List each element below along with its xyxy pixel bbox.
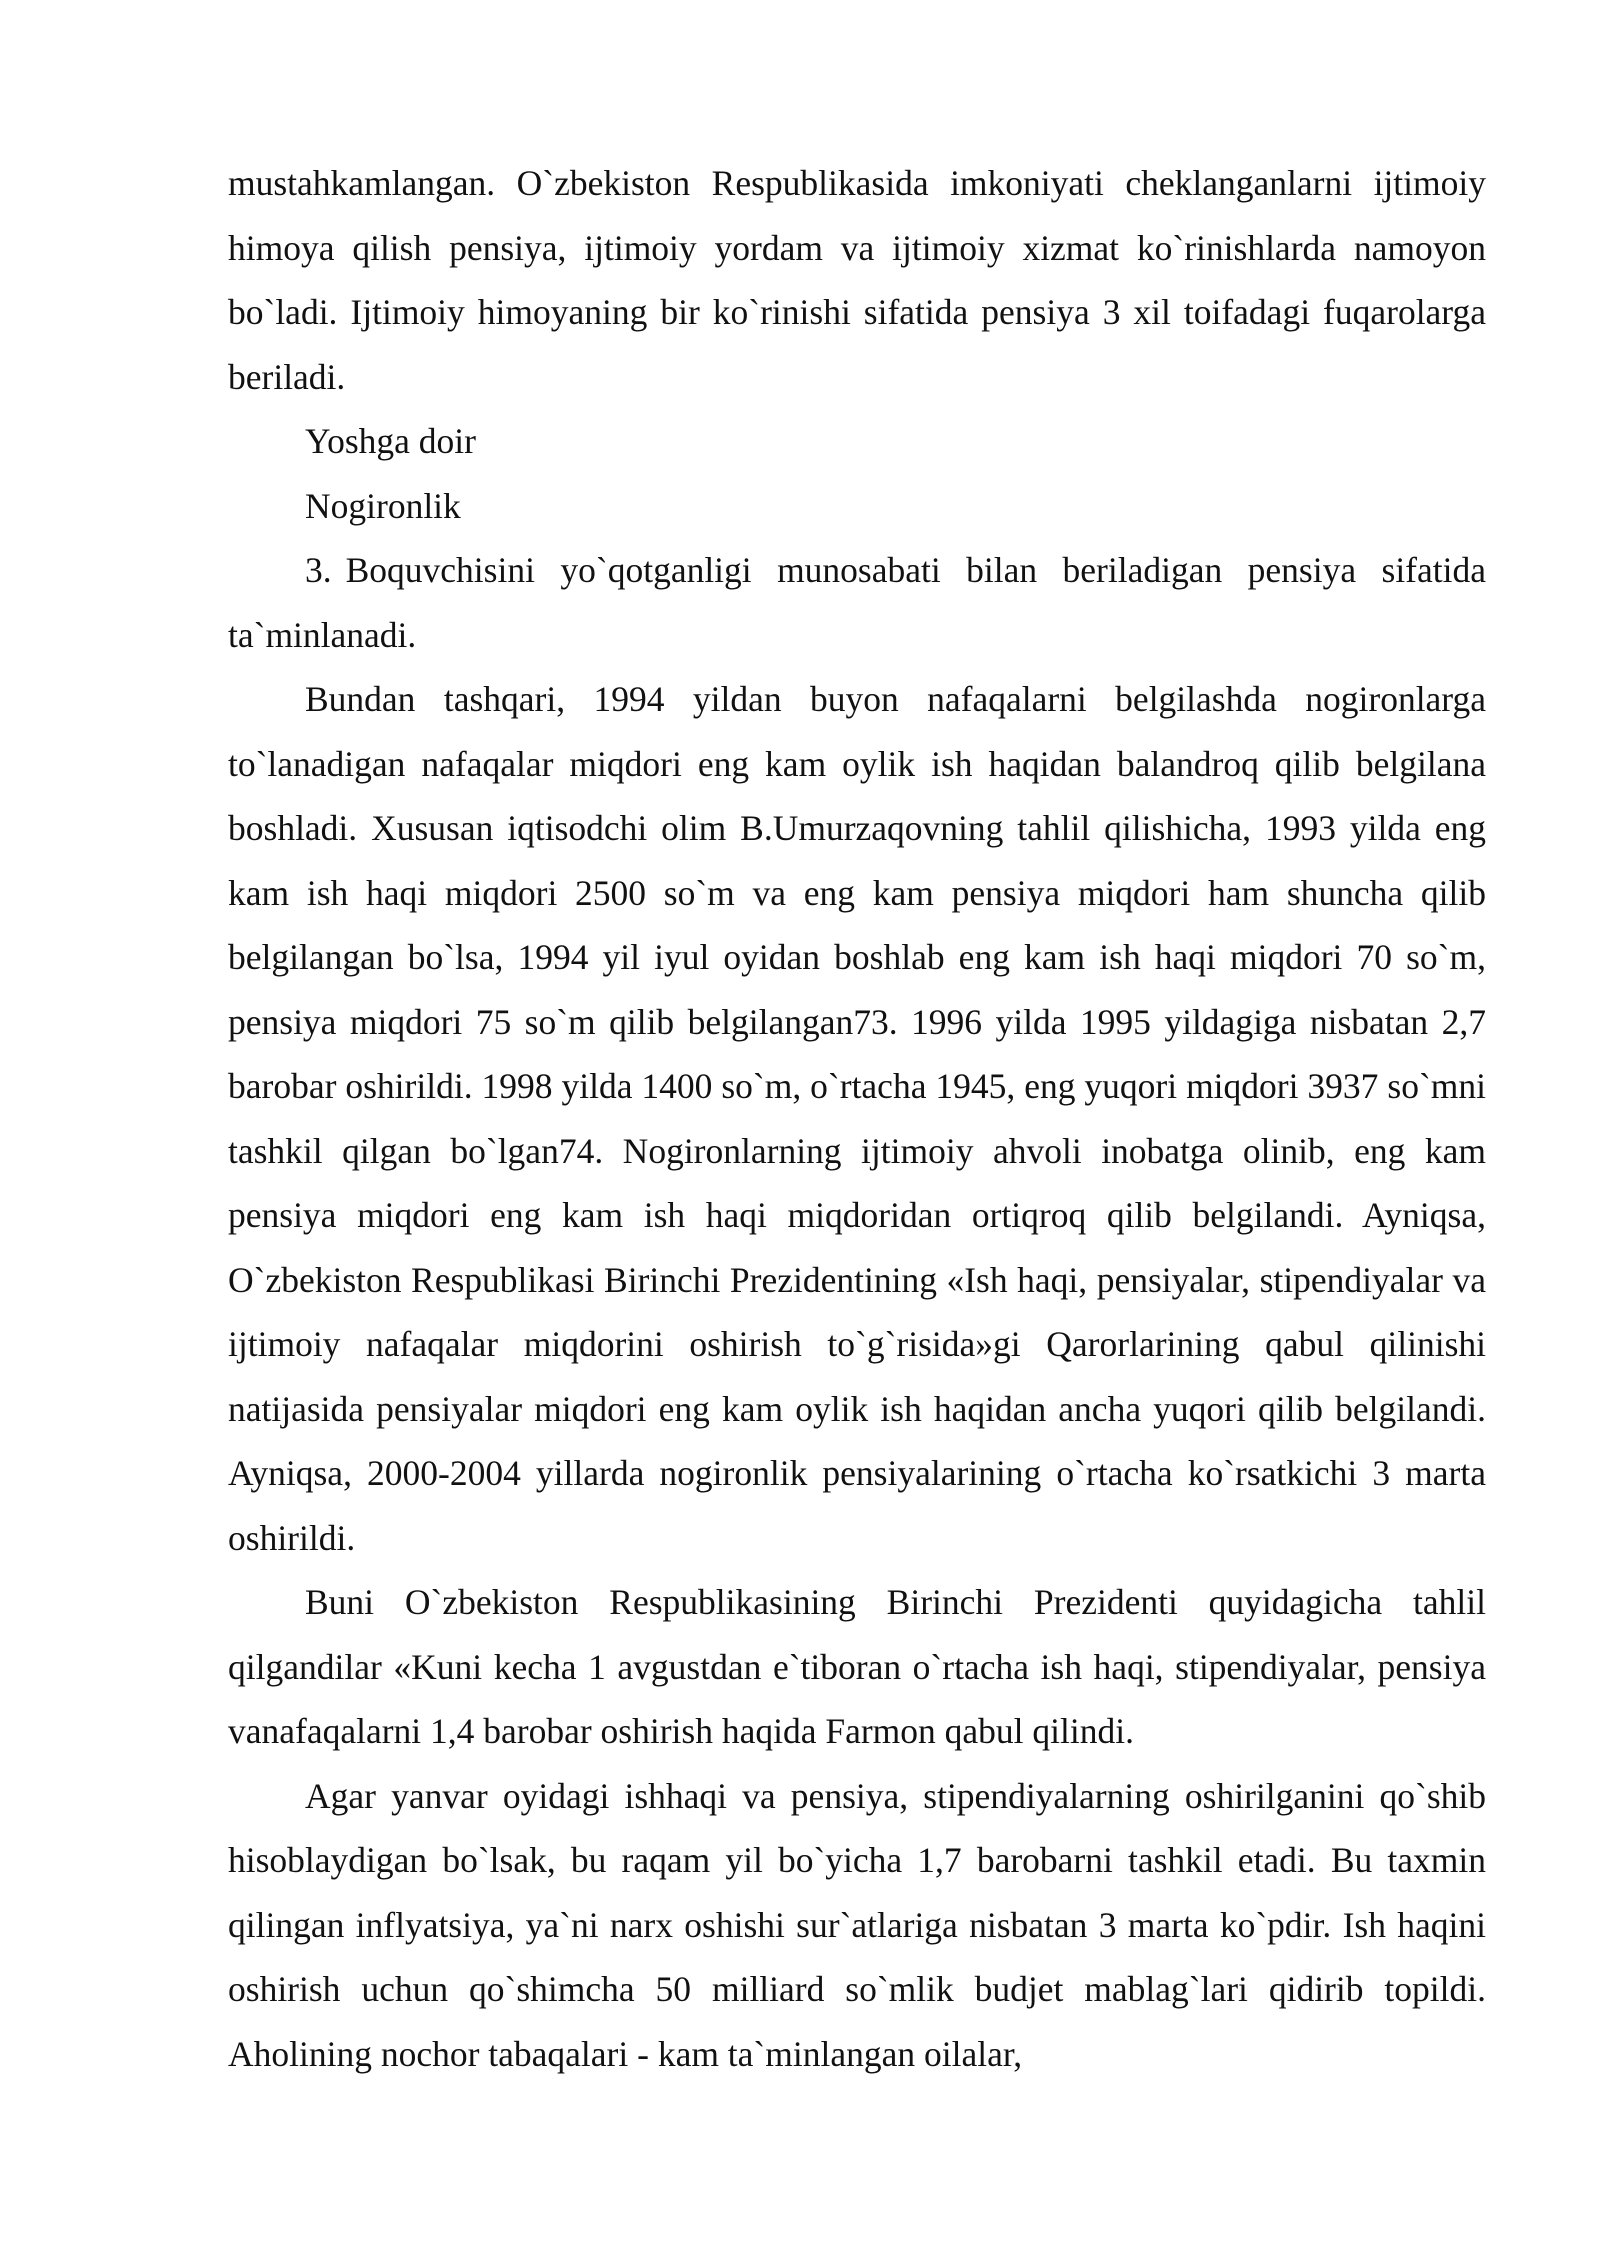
list-item-age: Yoshga doir bbox=[305, 421, 476, 461]
paragraph-pension-history: Bundan tashqari, 1994 yildan buyon nafaqalarni belgilashda nogironlarga to`lanadigan nafaqalar miqdori eng kam oylik ish haqidan balandroq qilib belgilana boshladi. Xususan iqtisodchi olim B.Umurzaqovning tahlil qilishicha, 1993 yilda eng kam ish haqi miqdori 2500 so`m va eng kam pensiya miqdori ham shuncha qilib belgilangan bo`lsa, 1994 yil iyul oyidan boshlab eng kam ish haqi miqdori 70 so`m, pensiya miqdori 75 so`m qilib belgilangan73. 1996 yilda 1995 yildagiga nisbatan 2,7 barobar oshirildi. 1998 yilda 1400 so`m, o`rtacha 1945, eng yuqori miqdori 3937 so`mni tashkil qilgan bo`lgan74. Nogironlarning ijtimoiy ahvoli inobatga olinib, eng kam pensiya miqdori eng kam ish haqi miqdoridan ortiqroq qilib belgilandi. Ayniqsa, O`zbekiston Respublikasi Birinchi Prezidentining «Ish haqi, pensiyalar, stipendiyalar va ijtimoiy nafaqalar miqdorini oshirish to`g`risida»gi Qarorlarining qabul qilinishi natijasida pensiyalar miqdori eng kam oylik ish haqidan ancha yuqori qilib belgilandi. Ayniqsa, 2000-2004 yillarda nogironlik pensiyalarining o`rtacha ko`rsatkichi 3 marta oshirildi. bbox=[228, 679, 1486, 1558]
paragraph-intro: mustahkamlangan. O`zbekiston Respublikasida imkoniyati cheklanganlarni ijtimoiy himoya qilish pensiya, ijtimoiy yordam va ijtimoiy xizmat ko`rinishlarda namoyon bo`ladi. Ijtimoiy himoyaning bir ko`rinishi sifatida pensiya 3 xil toifadagi fuqarolarga beriladi. bbox=[228, 163, 1486, 397]
paragraph-wage-increase: Agar yanvar oyidagi ishhaqi va pensiya, stipendiyalarning oshirilganini qo`shib hisoblaydigan bo`lsak, bu raqam yil bo`yicha 1,7 barobarni tashkil etadi. Bu taxmin qilingan inflyatsiya, ya`ni narx oshishi sur`atlariga nisbatan 3 marta ko`pdir. Ish haqini oshirish uchun qo`shimcha 50 milliard so`mlik budjet mablag`lari qidirib topildi. Aholining nochor tabaqalari - kam ta`minlangan oilalar, bbox=[228, 1775, 1486, 2074]
list-item-disability: Nogironlik bbox=[305, 485, 461, 526]
list-item-text: Boquvchisini yo`qotganligi munosabati bilan beriladigan pensiya sifatida ta`minlanadi. bbox=[228, 550, 1486, 655]
paragraph-president-quote: Buni O`zbekiston Respublikasining Birinchi Prezidenti quyidagicha tahlil qilgandilar «Kuni kecha 1 avgustdan e`tiboran o`rtacha ish haqi, stipendiyalar, pensiya vanafaqalarni 1,4 barobar oshirish haqida Farmon qabul qilindi. bbox=[228, 1582, 1486, 1751]
document-page bbox=[228, 151, 1486, 2086]
list-item-breadwinner bbox=[228, 538, 1486, 667]
list-number: 3. bbox=[305, 550, 332, 590]
